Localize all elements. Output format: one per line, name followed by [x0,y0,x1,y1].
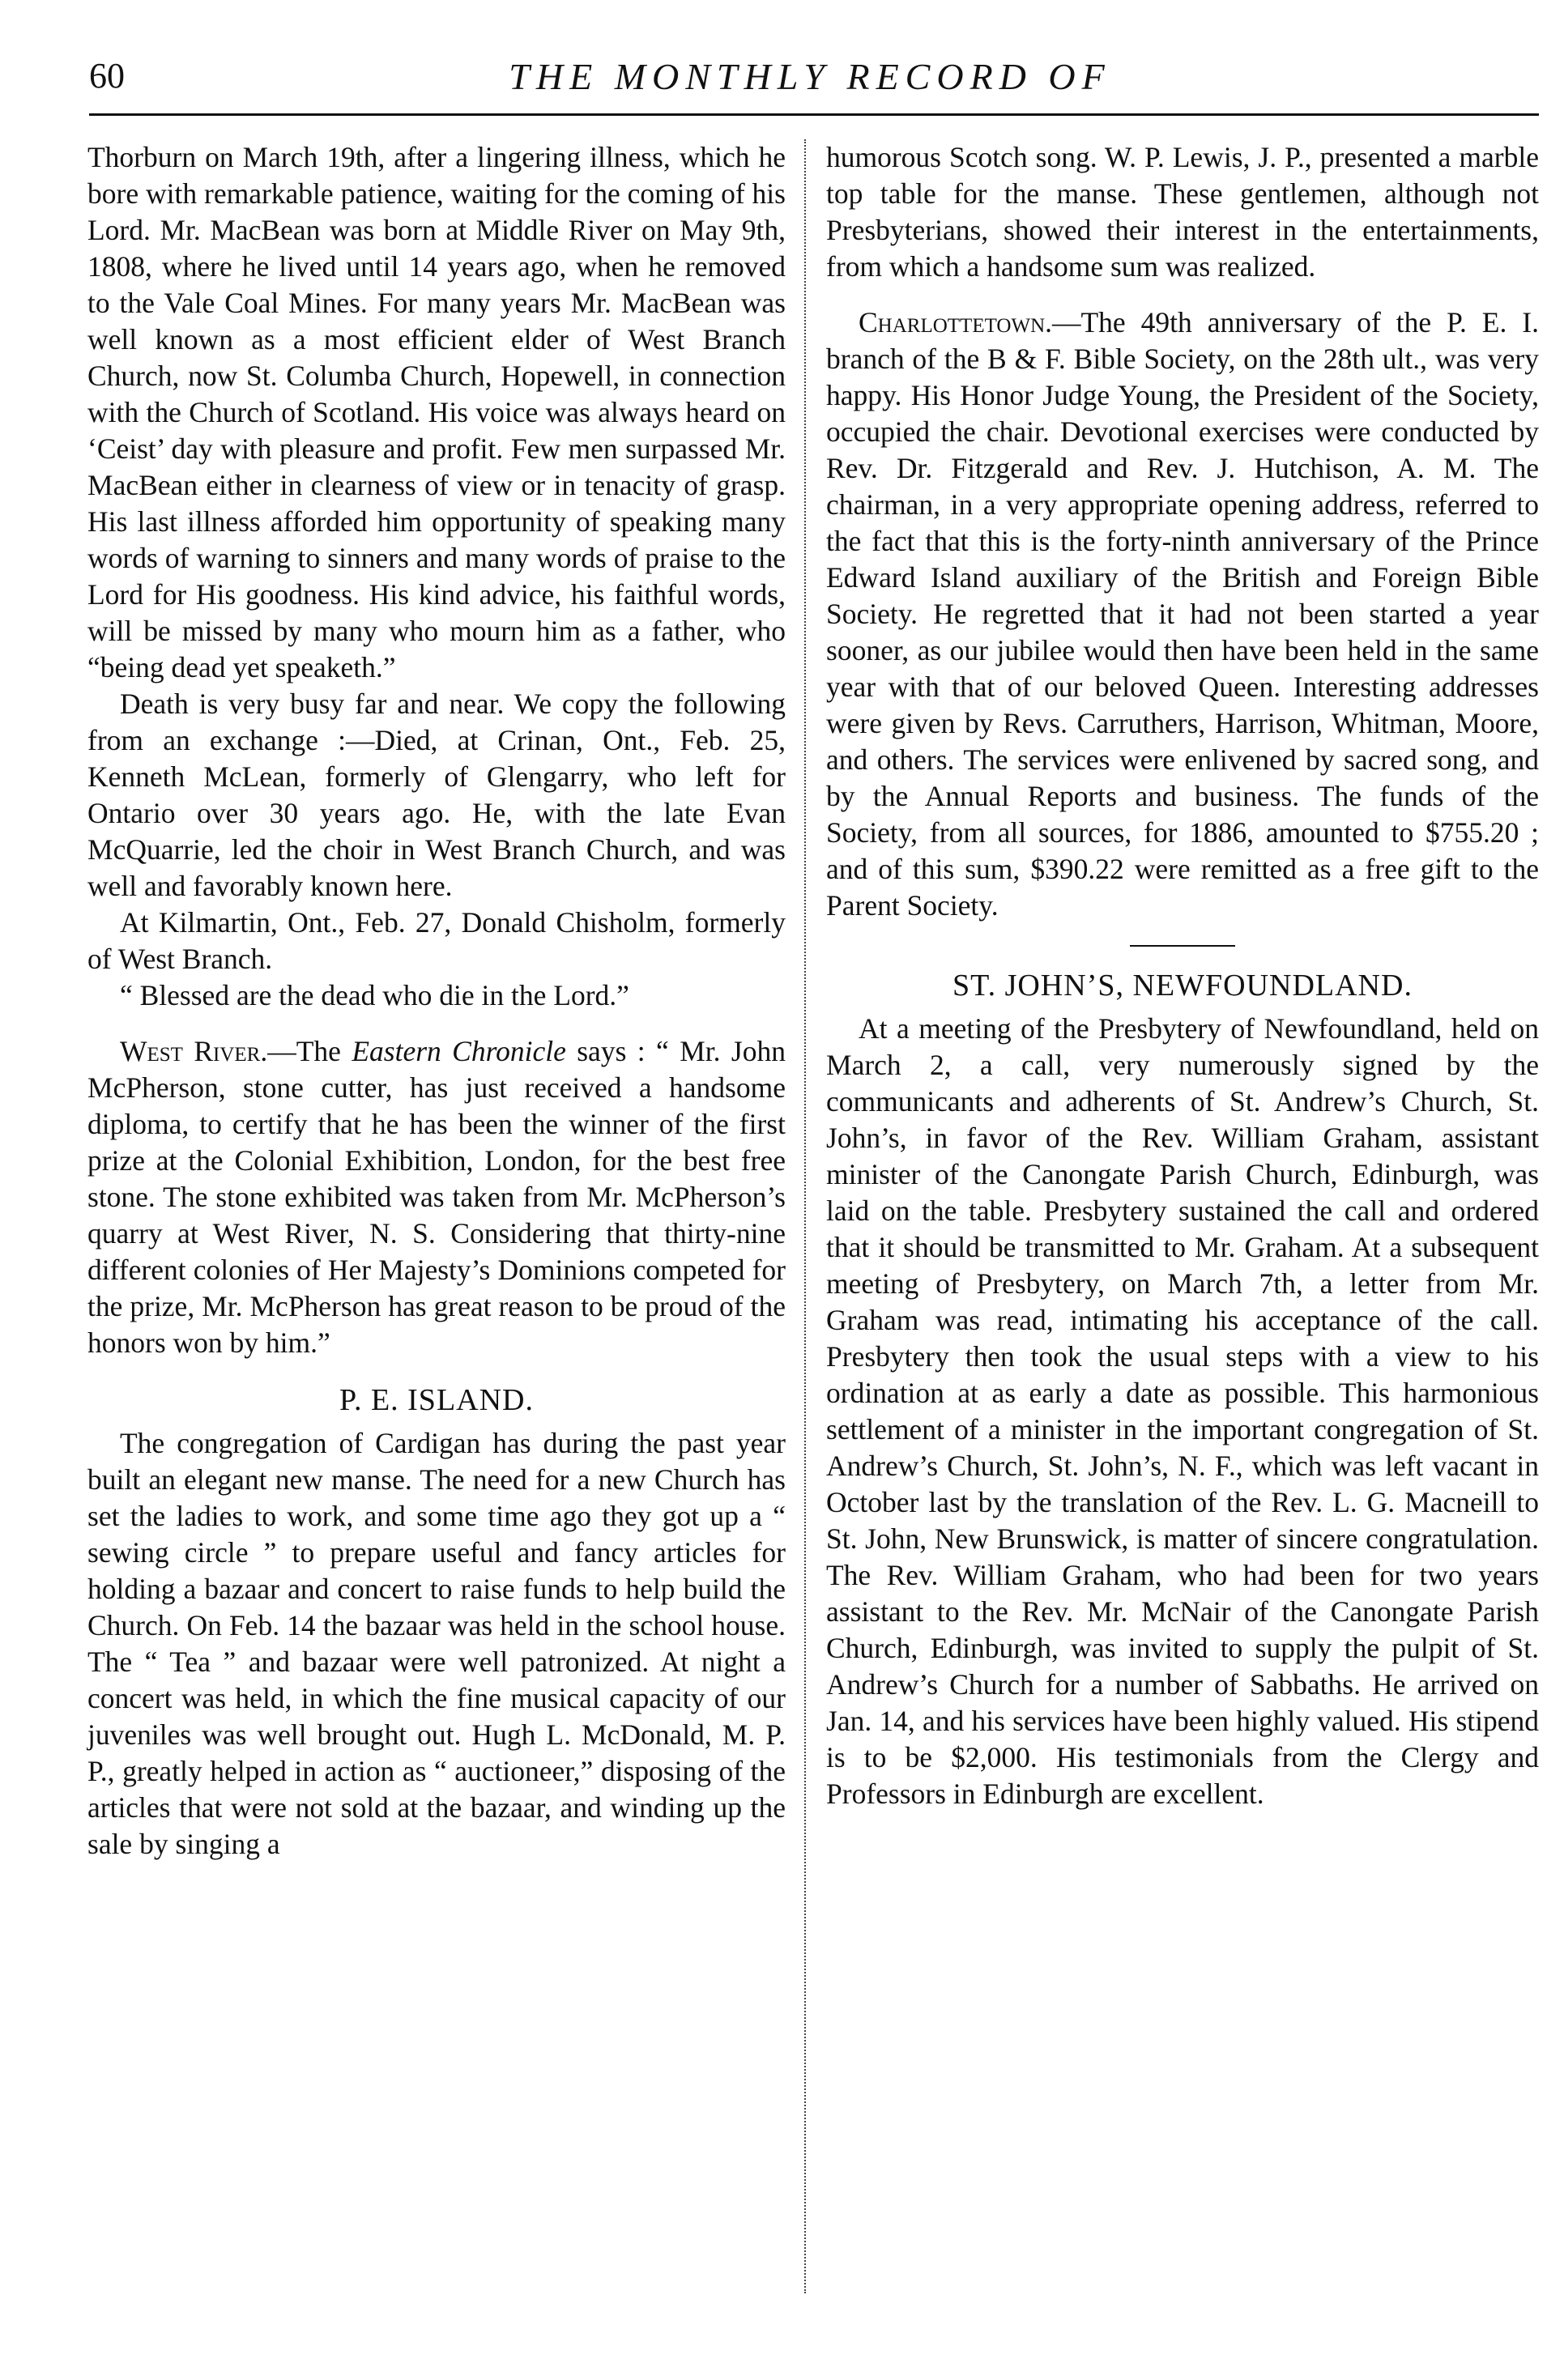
west-river-dash: —The [267,1035,352,1067]
chisholm-death-paragraph: At Kilmartin, Ont., Feb. 27, Donald Chisholm, formerly of West Branch. [87,906,786,975]
macbean-obituary-paragraph: Thorburn on March 19th, after a lingering illness, which he bore with remarkable patience, waiting for the coming of his Lord. Mr. MacBean was born at Middle River on May 9th, 1808, where he lived until 14 years ago, when he removed to the Vale Coal Mines. For many years Mr. MacBean was well known as a most efficient elder of West Branch Church, now St. Columba Church, Hopewell, in connection with the Church of Scotland. His voice was always heard on ‘Ceist’ day with pleasure and profit. Few men surpassed Mr. MacBean either in clearness of view or in tenacity of grasp. His last illness afforded him opportunity of speaking many words of warning to sinners and many words of praise to the Lord for His goodness. His kind advice, his faithful words, will be missed by many who mourn him as a father, who “being dead yet speaketh.” [87,141,786,683]
scripture-quote: “ Blessed are the dead who die in the Lord.” [120,979,629,1011]
running-title: THE MONTHLY RECORD OF [509,56,1111,97]
spacer [826,285,1539,304]
spacer [87,1014,786,1033]
cardigan-paragraph: The congregation of Cardigan has during the past year built an elegant new manse. The need for a new Church has set the ladies to work, and some time ago they got up a “ sewing circle ” to prepare useful and fancy articles for holding a bazaar and concert to raise funds to help build the Church. On Feb. 14 the bazaar was held in the school house. The “ Tea ” and bazaar were well patronized. At night a concert was held, in which the fine musical capacity of our juveniles was well brought out. Hugh L. McDonald, M. P. P., greatly helped in action as “ auctioneer,” disposing of the articles that were not sold at the bazaar, and winding up the sale by singing a [87,1427,786,1860]
scotch-song-paragraph: humorous Scotch song. W. P. Lewis, J. P., presented a marble top table for the manse. These gentlemen, although not Presbyterians, showed their interest in the entertainments, from which a handsome sum was realized. [826,141,1539,283]
page-number: 60 [89,56,125,96]
section-heading-st-johns: ST. JOHN’S, NEWFOUNDLAND. [952,969,1413,1003]
eastern-chronicle-title: Eastern Chronicle [352,1035,566,1067]
charlottetown-lead: Charlottetown. [859,306,1052,338]
mclean-death-paragraph: Death is very busy far and near. We copy the following from an exchange :—Died, at Crinan, Ont., Feb. 25, Kenneth McLean, formerly of Glengarry, who left for Ontario over 30 years ago. He, with the late Evan McQuarrie, led the choir in West Branch Church, and was well and favorably known here. [87,688,786,902]
section-separator-rule [1130,945,1235,947]
west-river-lead: West River. [120,1035,268,1067]
presbytery-paragraph: At a meeting of the Presbytery of Newfoundland, held on March 2, a call, very numerously signed by the communicants and adherents of St. Andrew’s Church, St. John’s, in favor of the Rev. William Graham, assistant minister of the Canongate Parish Church, Edinburgh, was laid on the table. Presbytery sustained the call and ordered that it should be transmitted to Mr. Graham. At a subsequent meeting of Presbytery, on March 7th, a letter from Mr. Graham was read, intimating his acceptance of the call. Presbytery then took the usual steps with a view to his ordination at as early a date as possible. This harmonious settlement of a minister in the important congregation of St. Andrew’s Church, St. John’s, N. F., which was left vacant in October last by the translation of the Rev. L. G. Macneill to St. John, New Brunswick, is matter of sincere congratulation. The Rev. William Graham, who had been for two years assistant to the Rev. Mr. McNair of the Canongate Parish Church, Edinburgh, was invited to supply the pulpit of St. Andrew’s Church for a number of Sabbaths. He arrived on Jan. 14, and his services have been highly valued. His stipend is to be $2,000. His testimonials from the Clergy and Professors in Edinburgh are excellent. [826,1012,1539,1810]
section-heading-pei: P. E. ISLAND. [339,1383,534,1417]
left-column [87,139,786,1863]
column-divider [804,139,807,2293]
right-column [826,139,1539,1812]
charlottetown-body: —The 49th anniversary of the P. E. I. branch of the B & F. Bible Society, on the 28th ult., was very happy. His Honor Judge Young, the President of the Society, occupied the chair. Devotional exercises were conducted by Rev. Dr. Fitzgerald and Rev. J. Hutchison, A. M. The chairman, in a very appropriate opening address, referred to the fact that this is the forty-ninth anniversary of the Prince Edward Island auxiliary of the British and Foreign Bible Society. He regretted that it had not been started a year sooner, as our jubilee would then have been held in the same year with that of our beloved Queen. Interesting addresses were given by Revs. Carruthers, Harrison, Whitman, Moore, and others. The services were enlivened by sacred song, and by the Annual Reports and business. The funds of the Society, from all sources, for 1886, amounted to $755.20 ; and of this sum, $390.22 were remitted as a free gift to the Parent Society. [826,306,1539,922]
page-header [89,55,1531,112]
charlottetown-paragraph [826,304,1539,924]
header-rule [89,113,1539,116]
west-river-paragraph [87,1033,786,1361]
west-river-body: says : “ Mr. John McPherson, stone cutter, has just received a handsome diploma, to certify that he has been the winner of the first prize at the Colonial Exhibition, London, for the best free stone. The stone exhibited was taken from Mr. McPherson’s quarry at West River, N. S. Considering that thirty-nine different colonies of Her Majesty’s Dominions competed for the prize, Mr. McPherson has great reason to be proud of the honors won by him.” [87,1035,786,1359]
